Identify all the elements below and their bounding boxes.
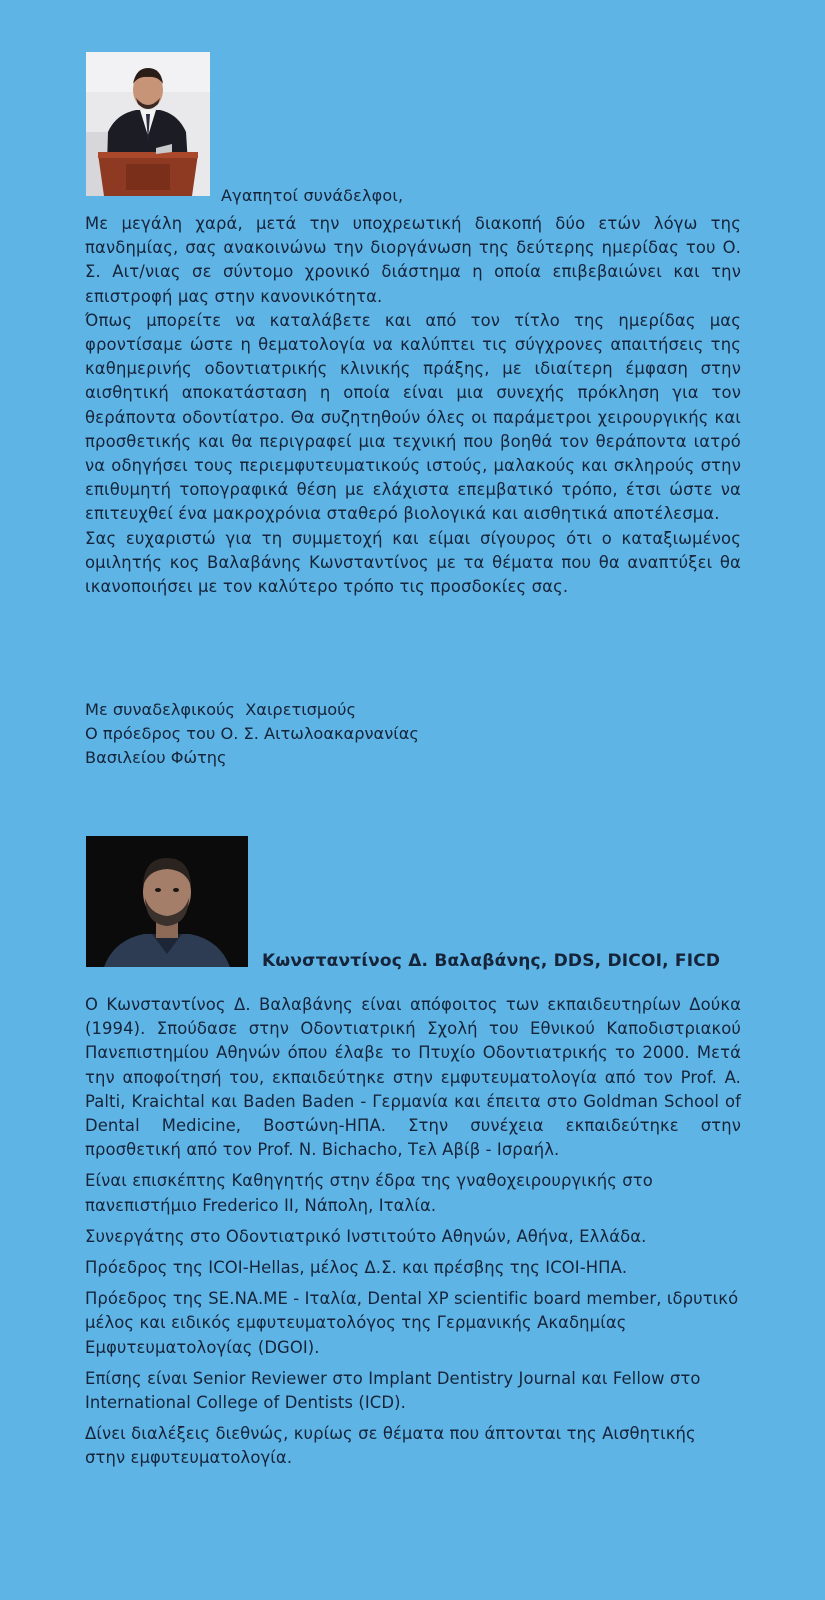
speaker-photo-image [86,836,248,967]
speaker-photo [86,836,248,967]
signoff-signature: Βασιλείου Φώτης [85,748,227,767]
speaker-biography [85,993,741,1478]
letter-paragraph: Όπως μπορείτε να καταλάβετε και από τον τίτλο της ημερίδας μας φροντίσαμε ώστε η θεματολογία να καλύπτει τις σύγχρονες απαιτήσεις της καθημερινής οδοντιατρικής κλινικής πράξης, με ιδιαίτερη έμφαση στην αισθητική αποκατάσταση η οποία είναι μια συνεχής πρόκληση για τον θεράποντα οδοντίατρο. Θα συζητηθούν όλες οι παράμετροι χειρουργικής και προσθετικής και θα περιγραφεί μια τεχνική που βοηθά τον θεράποντα ιατρό να οδηγήσει τους περιεμφυτευματικούς ιστούς, μαλακούς και σκληρούς στην επιθυμητή τοπογραφικά θέση με ελάχιστα επεμβατικό τρόπο, έτσι ώστε να επιτευχθεί ένα μακροχρόνια σταθερό βιολογικά και αισθητικά αποτέλεσμα. [85,310,741,524]
president-photo [86,52,210,196]
bio-paragraph: Πρόεδρος της SE.NA.ME - Ιταλία, Dental XP scientific board member, ιδρυτικό μέλος και ειδικός εμφυτευματολόγος της Γερμανικής Ακαδημίας Εμφυτευματολογίας (DGOI). [85,1289,739,1357]
signoff-title: Ο πρόεδρος του Ο. Σ. Αιτωλοακαρνανίας [85,724,419,743]
signoff-closing: Με συναδελφικούς Χαιρετισμούς [85,700,357,719]
bio-paragraph: Πρόεδρος της ICOI-Hellas, μέλος Δ.Σ. και πρέσβης της ICOI-ΗΠΑ. [85,1258,628,1278]
letter-signoff [85,698,685,770]
bio-paragraph: Συνεργάτης στο Οδοντιατρικό Ινστιτούτο Αθηνών, Αθήνα, Ελλάδα. [85,1226,647,1246]
bio-paragraph: Ο Κωνσταντίνος Δ. Βαλαβάνης είναι απόφοιτος των εκπαιδευτηρίων Δούκα (1994). Σπούδασε στην Οδοντιατρική Σχολή του Εθνικού Καποδιστριακού Πανεπιστημίου Αθηνών όπου έλαβε το Πτυχίο Οδοντιατρικής το 2000. Μετά την αποφοίτησή του, εκπαιδεύτηκε στην εμφυτευματολογία από τον Prof. A. Palti, Kraichtal και Baden Baden - Γερμανία και έπειτα στο Goldman School of Dental Medicine, Βοστώνη-ΗΠΑ. Στην συνέχεια εκπαιδεύτηκε στην προσθετική από τον Prof. N. Bichacho, Τελ Αβίβ - Ισραήλ. [85,995,741,1160]
speaker-name-heading [262,951,720,971]
greeting: Αγαπητοί συνάδελφοι, [221,186,404,205]
welcome-letter [85,212,741,599]
bio-paragraph: Είναι επισκέπτης Καθηγητής στην έδρα της γναθοχειρουργικής στο πανεπιστήμιο Frederico II, Νάπολη, Ιταλία. [85,1171,653,1215]
letter-paragraph: Σας ευχαριστώ για τη συμμετοχή και είμαι σίγουρος ότι ο καταξιωμένος ομιλητής κος Βαλαβάνης Κωνσταντίνος με τα θέματα που θα αναπτύξει θα ικανοποιήσει με τον καλύτερο τρόπο τις προσδοκίες σας. [85,528,741,597]
letter-paragraph: Με μεγάλη χαρά, μετά την υποχρεωτική διακοπή δύο ετών λόγω της πανδημίας, σας ανακοινώνω την διοργάνωση της δεύτερης ημερίδας του Ο. Σ. Αιτ/νιας σε σύντομο χρονικό διάστημα η οποία επιβεβαιώνει και την επιστροφή μας στην κανονικότητα. [85,214,741,306]
bio-paragraph: Επίσης είναι Senior Reviewer στο Implant Dentistry Journal και Fellow στο International College of Dentists (ICD). [85,1368,701,1413]
bio-paragraph: Δίνει διαλέξεις διεθνώς, κυρίως σε θέματα που άπτονται της Αισθητικής στην εμφυτευματολογία. [85,1424,696,1468]
speaker-name: Κωνσταντίνος Δ. Βαλαβάνης [262,951,541,971]
speaker-credentials: , DDS, DICOI, FICD [540,951,721,971]
president-photo-image [86,52,210,196]
